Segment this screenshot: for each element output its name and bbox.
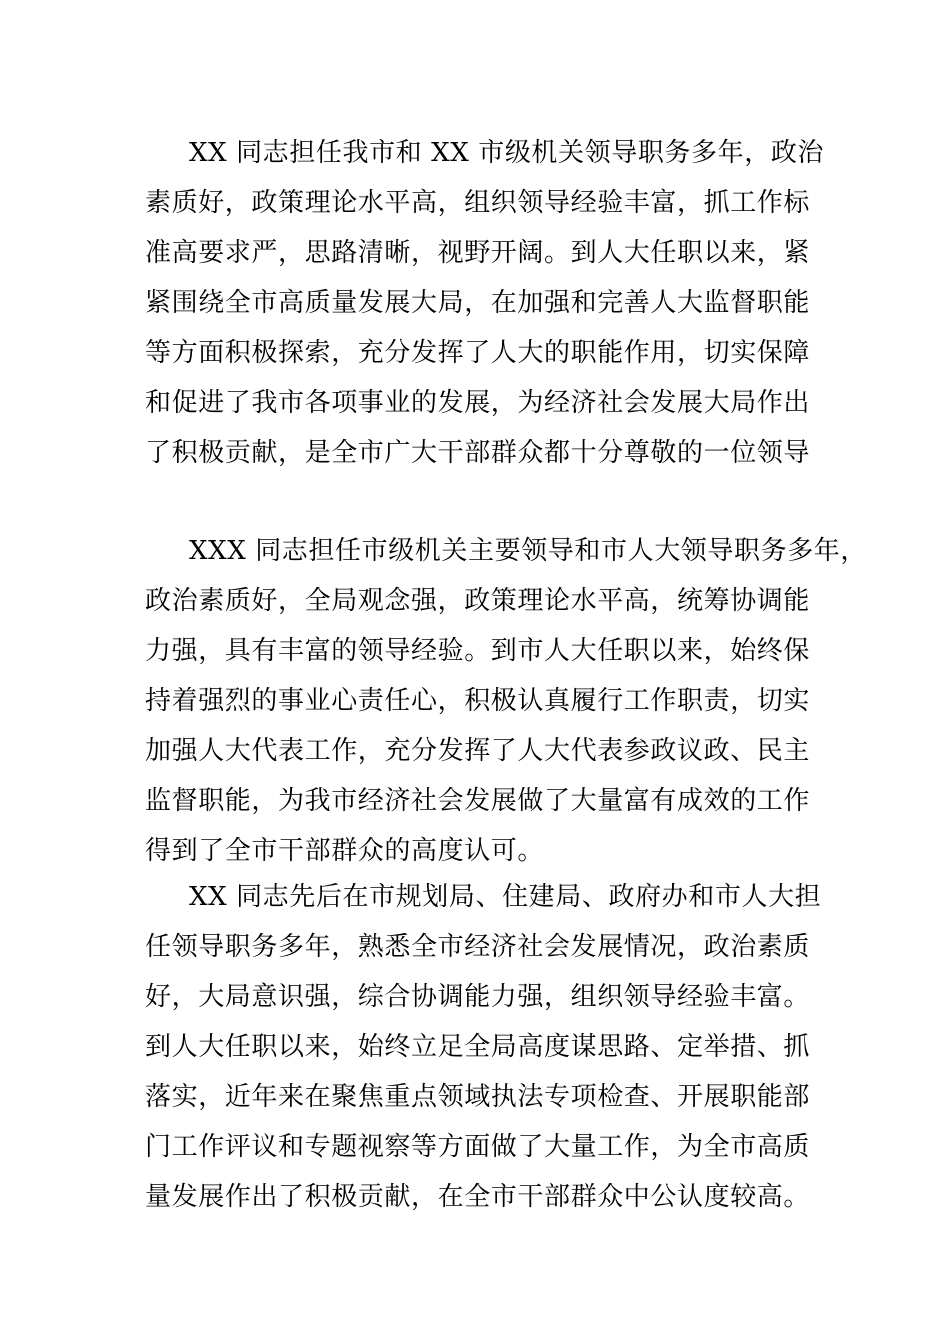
paragraph-line: 了积极贡献，是全市广大干部群众都十分尊敬的一位领导: [145, 438, 811, 468]
paragraph-line: 量发展作出了积极贡献，在全市干部群众中公认度较高。: [145, 1182, 811, 1212]
paragraph-line: 准高要求严，思路清晰，视野开阔。到人大任职以来，紧: [145, 238, 811, 268]
paragraph-line: 加强人大代表工作，充分发挥了人大代表参政议政、民主: [145, 736, 811, 766]
paragraph-line: 到人大任职以来，始终立足全局高度谋思路、定举措、抓: [145, 1032, 811, 1062]
paragraph-line: 好，大局意识强，综合协调能力强，组织领导经验丰富。: [145, 982, 811, 1012]
paragraph-line: 持着强烈的事业心责任心，积极认真履行工作职责，切实: [145, 686, 811, 716]
paragraph-line: XX 同志担任我市和 XX 市级机关领导职务多年，政治: [189, 138, 825, 168]
paragraph-line: 任领导职务多年，熟悉全市经济社会发展情况，政治素质: [145, 932, 811, 962]
paragraph-line: 素质好，政策理论水平高，组织领导经验丰富，抓工作标: [145, 188, 811, 218]
paragraph-line: 门工作评议和专题视察等方面做了大量工作，为全市高质: [145, 1132, 811, 1162]
paragraph-line: 力强，具有丰富的领导经验。到市人大任职以来，始终保: [145, 636, 811, 666]
paragraph-line: 落实，近年来在聚焦重点领域执法专项检查、开展职能部: [145, 1082, 811, 1112]
paragraph-line: 得到了全市干部群众的高度认可。: [145, 836, 545, 866]
paragraph-2: [145, 526, 867, 876]
paragraph-line: XX 同志先后在市规划局、住建局、政府办和市人大担: [189, 882, 822, 912]
paragraph-line: 监督职能，为我市经济社会发展做了大量富有成效的工作: [145, 786, 811, 816]
paragraph-line: 紧围绕全市高质量发展大局，在加强和完善人大监督职能: [145, 288, 811, 318]
paragraph-line: 和促进了我市各项事业的发展，为经济社会发展大局作出: [145, 388, 811, 418]
paragraph-3: [145, 872, 835, 1222]
paragraph-line: 等方面积极探索，充分发挥了人大的职能作用，切实保障: [145, 338, 811, 368]
paragraph-line: XXX 同志担任市级机关主要领导和市人大领导职务多年，: [189, 536, 867, 566]
paragraph-line: 政治素质好，全局观念强，政策理论水平高，统筹协调能: [145, 586, 811, 616]
paragraph-1: [145, 128, 835, 478]
